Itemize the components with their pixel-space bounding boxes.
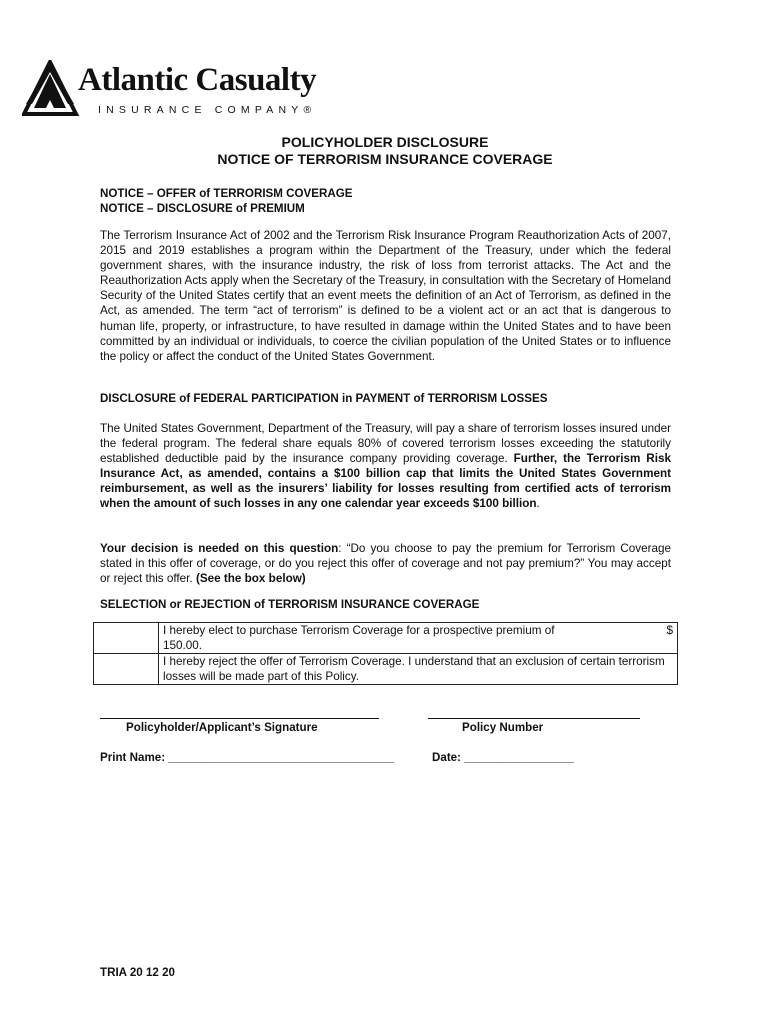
print-name-field[interactable]: Print Name: ___________________________________ [100,751,394,764]
federal-cap-text: Further, the Terrorism Risk Insurance Act, as amended, contains a $100 billion cap that limits the United States Government reimbursement, as well as the insurers’ liability for losses resulting from certified acts of terrorism when the amount of such losses in any one calendar year exceeds $100 billion [100,452,671,511]
triangle-logo-icon [22,60,82,118]
company-subtitle: INSURANCE COMPANY® [98,104,317,116]
currency-symbol: $ [666,624,673,637]
company-logo [22,60,342,120]
accept-text: I hereby elect to purchase Terrorism Coverage for a prospective premium of [163,624,555,637]
decision-box-ref: (See the box below) [195,572,306,586]
federal-end: . [536,497,540,511]
notice-premium: NOTICE – DISCLOSURE of PREMIUM [100,202,305,215]
accept-option [159,623,678,654]
premium-amount: 150.00. [163,639,202,652]
federal-section-heading: DISCLOSURE of FEDERAL PARTICIPATION in PAYMENT of TERRORISM LOSSES [100,392,548,405]
federal-text: The United States Government, Department of the Treasury, will pay a share of terrorism losses insured under the federal program. The federal share equals 80% of covered terrorism losses exceeding the statutorily established deductible paid by the insurance company providing coverage. [100,422,671,466]
signature-line[interactable] [100,718,379,719]
table-row-accept [94,623,678,654]
page-title: POLICYHOLDER DISCLOSURE [281,134,489,150]
notice-offer: NOTICE – OFFER of TERRORISM COVERAGE [100,187,353,200]
reject-checkbox-cell[interactable] [94,654,159,685]
decision-text: : “Do you choose to pay the premium for Terrorism Coverage stated in this offer of coverage, or do you reject this offer of coverage and not pay premium?” You may accept or reject this offer. [100,542,671,586]
federal-section-paragraph [100,421,671,512]
company-name: Atlantic Casualty [78,62,317,98]
accept-checkbox-cell[interactable] [94,623,159,654]
table-row-reject [94,654,678,685]
policy-number-label: Policy Number [462,721,544,734]
decision-paragraph [100,541,671,586]
policy-number-line[interactable] [428,718,640,719]
page-subtitle: NOTICE OF TERRORISM INSURANCE COVERAGE [217,151,553,167]
reject-option: I hereby reject the offer of Terrorism Coverage. I understand that an exclusion of certain terrorism losses will be made part of this Policy. [159,654,678,685]
intro-paragraph: The Terrorism Insurance Act of 2002 and the Terrorism Risk Insurance Program Reauthorization Acts of 2007, 2015 and 2019 establishes a program within the Department of the Treasury, under which the federal government shares, with the insurance industry, the risk of loss from terrorist attacks. The Act and the Reauthorization Acts apply when the Secretary of the Treasury, in consultation with the Secretary of Homeland Security of the United States certify that an event meets the definition of an Act of Terrorism, as defined in the Act, as amended. The term “act of terrorism” is defined to be a violent act or an act that is dangerous to human life, property, or infrastructure, to have resulted in damage within the United States and to have been committed by an individual or individuals, to coerce the civilian population of the United States or to influence the policy or affect the conduct of the United States Government. [100,229,671,363]
selection-heading: SELECTION or REJECTION of TERRORISM INSURANCE COVERAGE [100,598,480,611]
selection-table [93,622,678,685]
form-code: TRIA 20 12 20 [100,966,175,979]
date-field[interactable]: Date: _________________ [432,751,574,764]
decision-lead: Your decision is needed on this question [100,542,339,555]
signature-label: Policyholder/Applicant’s Signature [126,721,318,734]
